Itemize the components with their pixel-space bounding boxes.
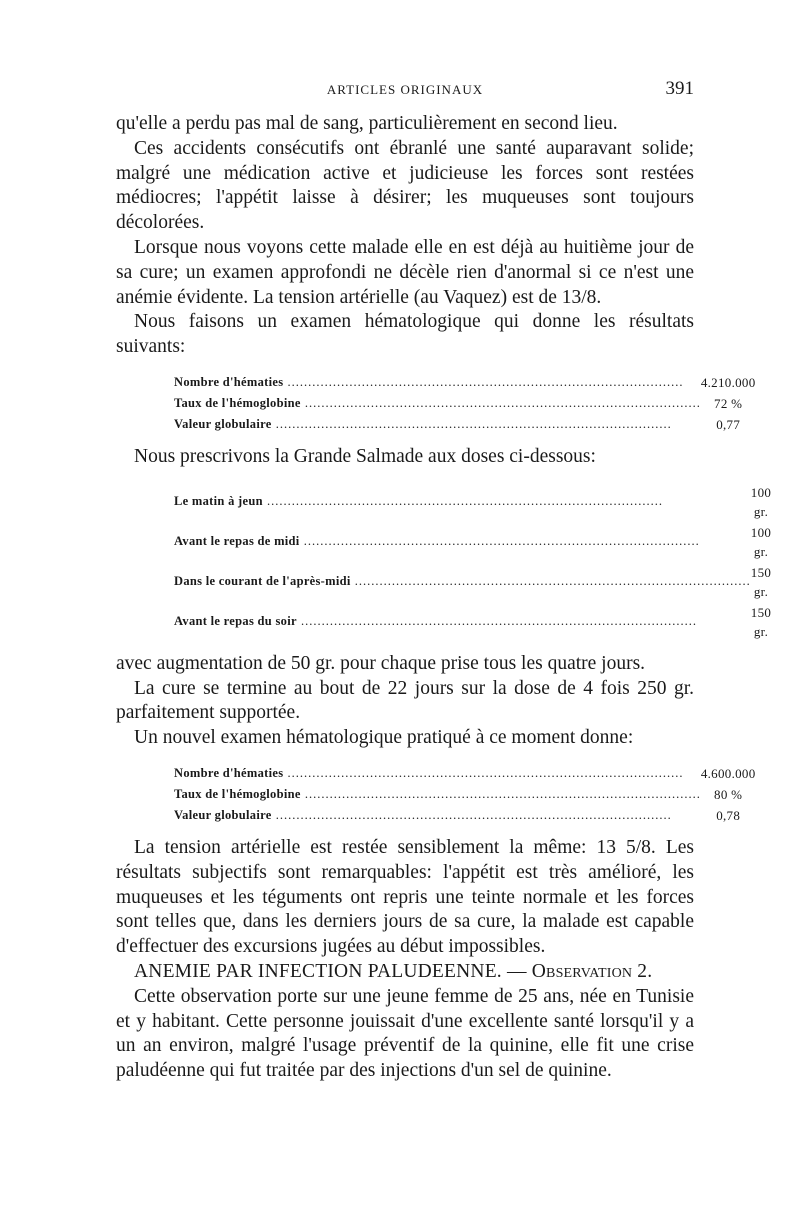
table-row	[174, 805, 756, 826]
section-heading	[116, 960, 694, 985]
paragraph-9: La tension artérielle est restée sensiblement la même: 13 5/8. Les résultats subjectifs sont remarquables: l'appétit est très amélioré, les muqueuses et les téguments ont repris une teinte normale et les forces sont telles que, dans les derniers jours de sa cure, la malade est capable d'effectuer des excursions jugées au début impossibles.	[116, 836, 694, 958]
paragraph-2: Ces accidents consécutifs ont ébranlé une santé auparavant solide; malgré une médication active et judicieuse les forces sont restées médiocres; l'appétit laisse à désirer; les muqueuses sont toujours décolorées.	[116, 137, 694, 234]
row-label: Taux de l'hémoglobine .....	[174, 784, 701, 805]
row-value: 100 gr.	[750, 484, 772, 519]
dosage-table	[174, 482, 771, 642]
table-row	[174, 482, 771, 522]
row-value: 150 gr.	[750, 564, 772, 599]
running-head	[116, 78, 694, 102]
row-label: Nombre d'hématies .....	[174, 763, 701, 784]
row-label: Valeur globulaire .....	[174, 414, 701, 435]
table-row	[174, 602, 771, 642]
observation-label: Observation 2.	[531, 960, 653, 982]
section-title: ANEMIE PAR INFECTION PALUDEENNE. —	[134, 960, 527, 982]
table-row	[174, 522, 771, 562]
row-label: Avant le repas du soir .....	[174, 602, 751, 642]
row-label: Dans le courant de l'après-midi .....	[174, 562, 751, 602]
row-label: Nombre d'hématies .....	[174, 372, 701, 393]
page-number: 391	[665, 78, 694, 99]
table-row	[174, 784, 756, 805]
row-value: 100 gr.	[750, 524, 772, 559]
table-row	[174, 372, 756, 393]
table-row	[174, 763, 756, 784]
row-value: 0,78	[716, 807, 741, 823]
row-value: 72 %	[714, 395, 743, 411]
table-row	[174, 414, 756, 435]
paragraph-7: La cure se termine au bout de 22 jours sur la dose de 4 fois 250 gr. parfaitement supportée.	[116, 677, 694, 724]
row-label: Avant le repas de midi .....	[174, 522, 751, 562]
row-value: 4.600.000	[700, 765, 756, 781]
row-label: Valeur globulaire .....	[174, 805, 701, 826]
paragraph-5: Nous prescrivons la Grande Salmade aux doses ci-dessous:	[134, 445, 596, 467]
row-value: 80 %	[714, 786, 743, 802]
row-label: Taux de l'hémoglobine .....	[174, 393, 701, 414]
paragraph-10: Cette observation porte sur une jeune femme de 25 ans, née en Tunisie et y habitant. Cette personne jouissait d'une excellente santé lorsqu'il y a un an environ, malgré l'usage préventif de la quinine, elle fit une crise paludéenne qui fut traitée par des injections d'un sel de quinine.	[116, 985, 694, 1082]
table-row	[174, 393, 756, 414]
paragraph-3: Lorsque nous voyons cette malade elle en est déjà au huitième jour de sa cure; un examen approfondi ne décèle rien d'anormal si ce n'est une anémie évidente. La tension artérielle (au Vaquez) est de 13/8.	[116, 236, 694, 308]
row-label: Le matin à jeun .....	[174, 482, 751, 522]
blood-exam-table-1	[174, 372, 756, 435]
running-title: ARTICLES ORIGINAUX	[326, 82, 484, 97]
paragraph-6: avec augmentation de 50 gr. pour chaque prise tous les quatre jours.	[116, 652, 646, 674]
table-row	[174, 562, 771, 602]
row-value: 150 gr.	[750, 604, 772, 639]
paragraph-4: Nous faisons un examen hématologique qui donne les résultats suivants:	[116, 311, 694, 358]
blood-exam-table-2	[174, 763, 756, 826]
paragraph-1: qu'elle a perdu pas mal de sang, particulièrement en second lieu.	[116, 113, 618, 134]
body-text	[116, 112, 772, 1084]
row-value: 0,77	[716, 416, 741, 432]
row-value: 4.210.000	[700, 374, 756, 390]
paragraph-8: Un nouvel examen hématologique pratiqué à ce moment donne:	[134, 727, 634, 749]
